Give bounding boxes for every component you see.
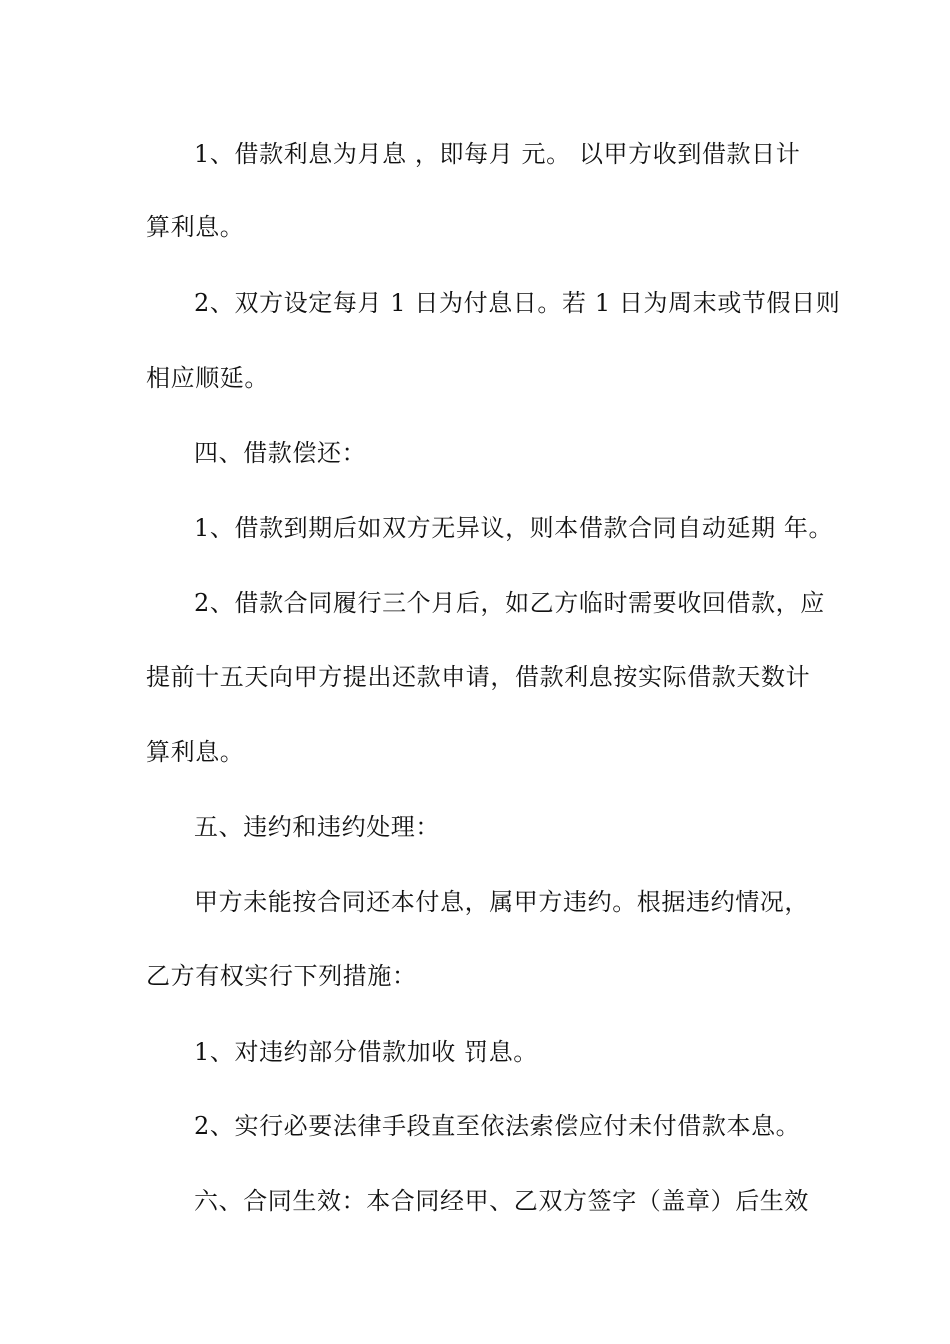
interest-clause-line-2: 算利息。 [146,213,245,241]
default-measure-1: 1、对违约部分借款加收 罚息。 [194,1038,538,1066]
repayment-clause-1: 1、借款到期后如双方无异议，则本借款合同自动延期 年。 [194,514,834,542]
default-measure-2: 2、实行必要法律手段直至依法索偿应付未付借款本息。 [194,1112,801,1140]
section-heading-repayment: 四、借款偿还： [194,439,367,467]
default-paragraph-line-2: 乙方有权实行下列措施： [146,962,417,990]
payment-date-clause-line-1: 2、双方设定每月 1 日为付息日。若 1 日为周末或节假日则 [194,289,841,317]
section-heading-effectiveness: 六、合同生效：本合同经甲、乙双方签字（盖章）后生效 [194,1187,809,1215]
repayment-clause-2-line-2: 提前十五天向甲方提出还款申请，借款利息按实际借款天数计 [146,663,811,691]
section-heading-default: 五、违约和违约处理： [194,813,440,841]
default-paragraph-line-1: 甲方未能按合同还本付息，属甲方违约。根据违约情况， [194,888,809,916]
interest-clause-line-1: 1、借款利息为月息 ，即每月 元。 以甲方收到借款日计 [194,140,801,168]
repayment-clause-2-line-3: 算利息。 [146,738,245,766]
payment-date-clause-line-2: 相应顺延。 [146,364,269,392]
repayment-clause-2-line-1: 2、借款合同履行三个月后，如乙方临时需要收回借款，应 [194,589,825,617]
